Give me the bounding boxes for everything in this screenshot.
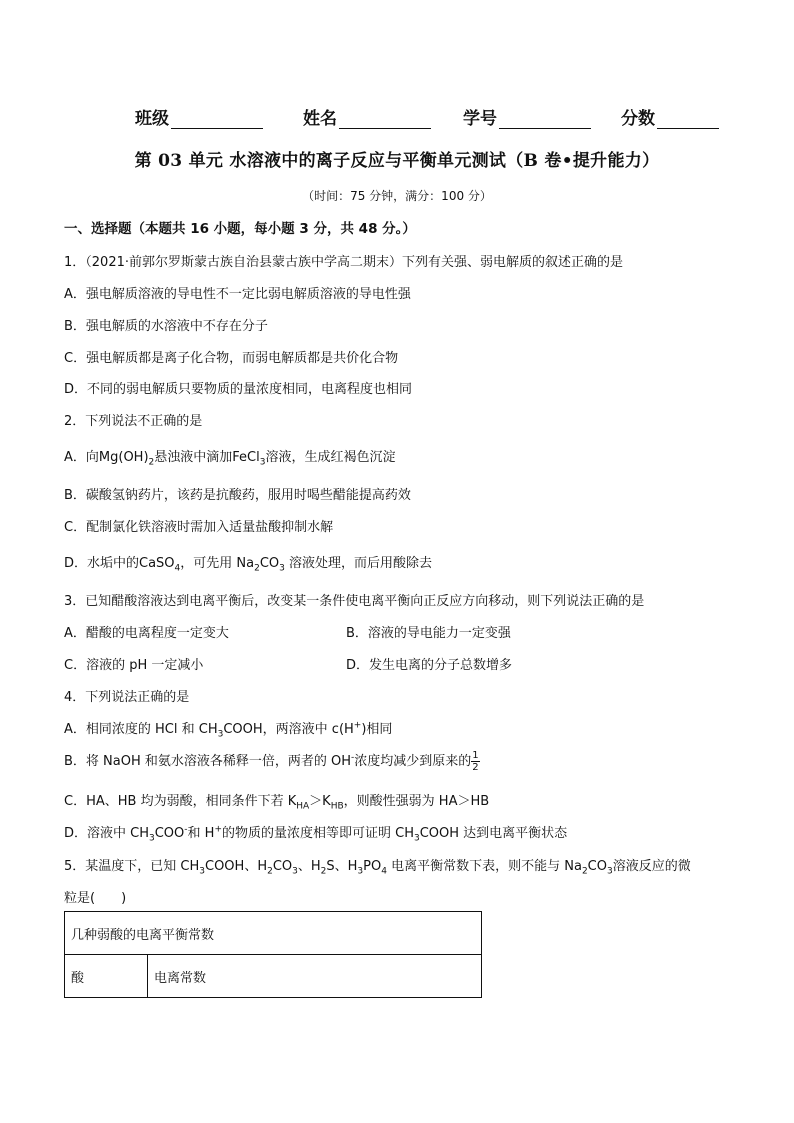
- section-heading: 一、选择题（本题共 16 小题，每小题 3 分，共 48 分。）: [64, 221, 416, 237]
- q4-option-c[interactable]: C．HA、HB 均为弱酸，相同条件下若 $K_{HA}>K_{HB}$，则酸性强弱为 HA＞HB: [64, 794, 490, 812]
- column-header-acid: 酸: [65, 955, 148, 998]
- q2-option-d[interactable]: D．水垢中的CaSO$_4$，可先用 $Na_2CO_3$ 溶液处理，而后用酸除去: [64, 556, 433, 574]
- q1-option-b[interactable]: B．强电解质的水溶液中不存在分子: [64, 319, 268, 334]
- q5-stem: 5．某温度下，已知 $CH_3COOH$、$H_2CO_3$、$H_2S$、$H_3PO_4$ 电离平衡常数下表，则不能与 $Na_2CO_3$溶液反应的微: [64, 859, 691, 877]
- name-field[interactable]: 姓名: [303, 104, 431, 129]
- q4-option-b[interactable]: B．将 NaOH 和氨水溶液各稀释一倍，两者的 OH-浓度均减少到原来的 $\frac{1}{2}$: [64, 750, 479, 773]
- score-field[interactable]: 分数: [621, 104, 719, 129]
- fraction-one-half: $\frac{1}{2}$: [472, 750, 479, 773]
- exam-meta: （时间：75 分钟，满分：100 分）: [302, 189, 492, 203]
- table-title-cell: 几种弱酸的电离平衡常数: [65, 912, 482, 955]
- q4-option-a[interactable]: A．相同浓度的 HCl 和 $CH_3COOH$，两溶液中 c(H+)相同: [64, 720, 393, 740]
- q1-option-a[interactable]: A．强电解质溶液的导电性不一定比弱电解质溶液的导电性强: [64, 287, 411, 302]
- q3-option-c[interactable]: C．溶液的 pH 一定减小: [64, 658, 204, 673]
- q2-option-c[interactable]: C．配制氯化铁溶液时需加入适量盐酸抑制水解: [64, 520, 334, 535]
- q3-option-d[interactable]: D．发生电离的分子总数增多: [346, 658, 513, 673]
- q5-stem-continued: 粒是( ): [64, 891, 127, 906]
- q2-option-b[interactable]: B．碳酸氢钠药片，该药是抗酸药，服用时喝些醋能提高药效: [64, 488, 411, 503]
- q1-option-c[interactable]: C．强电解质都是离子化合物，而弱电解质都是共价化合物: [64, 351, 399, 366]
- q3-option-a[interactable]: A．醋酸的电离程度一定变大: [64, 626, 229, 641]
- class-field[interactable]: 班级: [135, 104, 263, 129]
- student-id-field[interactable]: 学号: [463, 104, 591, 129]
- table-row: [65, 912, 482, 955]
- q1-stem: 1．（2021·前郭尔罗斯蒙古族自治县蒙古族中学高二期末）下列有关强、弱电解质的叙述正确的是: [64, 255, 623, 270]
- q3-stem: 3．已知醋酸溶液达到电离平衡后，改变某一条件使电离平衡向正反应方向移动，则下列说法正确的是: [64, 594, 645, 609]
- ionization-constants-table: [64, 911, 482, 998]
- q4-option-d[interactable]: D．溶液中 $CH_3COO^-$和 H+的物质的量浓度相等即可证明 $CH_3COOH$ 达到电离平衡状态: [64, 824, 568, 844]
- q2-option-a[interactable]: A．向$Mg(OH)_2$悬浊液中滴加FeCl$_3$溶液，生成红褐色沉淀: [64, 450, 396, 468]
- q1-option-d[interactable]: D．不同的弱电解质只要物质的量浓度相同，电离程度也相同: [64, 382, 413, 397]
- q4-stem: 4．下列说法正确的是: [64, 690, 190, 705]
- q3-option-b[interactable]: B．溶液的导电能力一定变强: [346, 626, 511, 641]
- table-row: [65, 955, 482, 998]
- column-header-constant: 电离常数: [148, 955, 482, 998]
- page-title: 第 03 单元 水溶液中的离子反应与平衡单元测试（B 卷•提升能力）: [134, 151, 660, 171]
- q2-stem: 2．下列说法不正确的是: [64, 414, 203, 429]
